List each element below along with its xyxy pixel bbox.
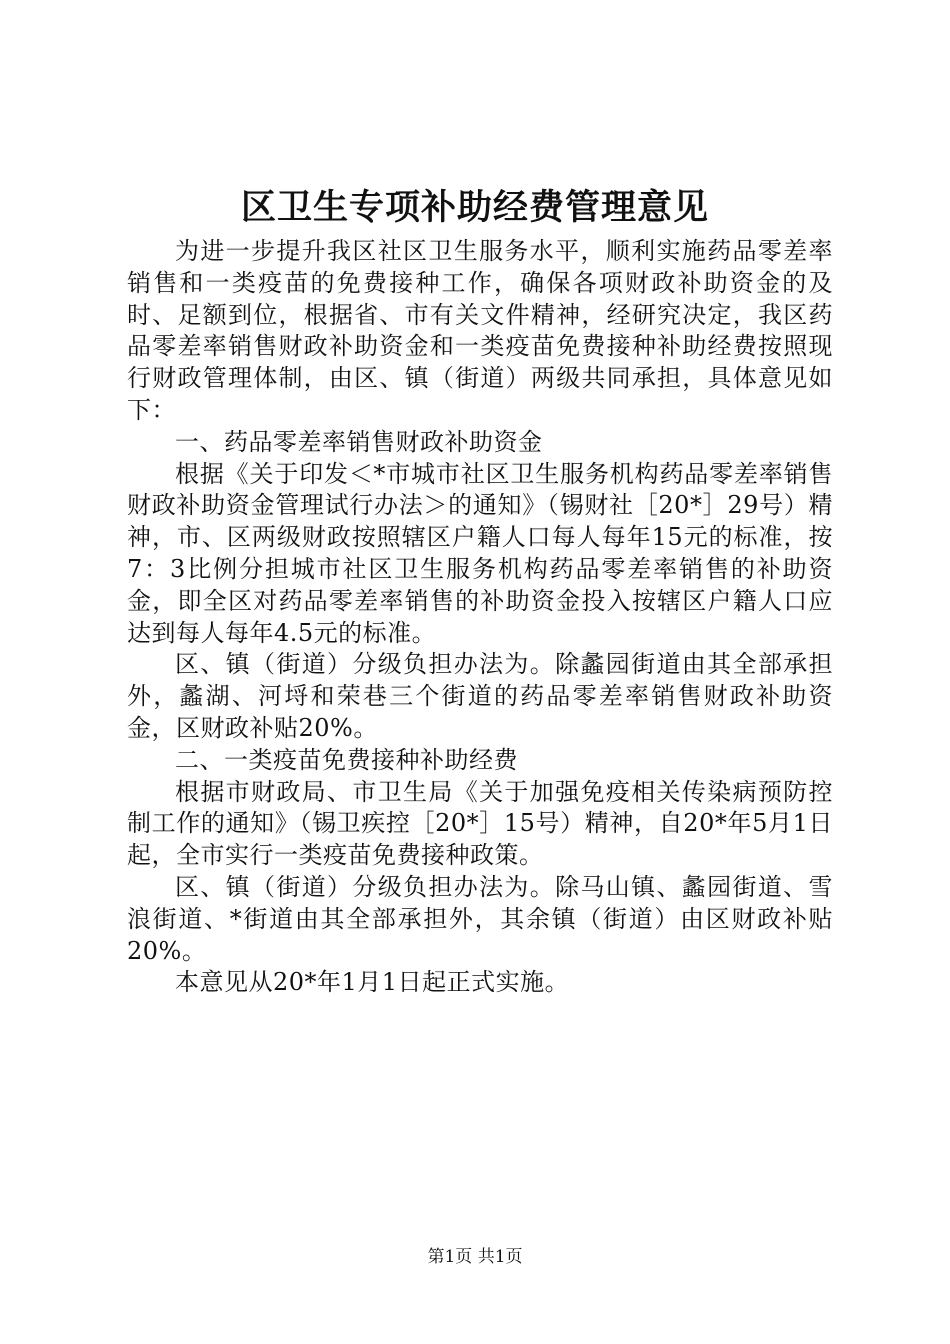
section-1-paragraph-1: 根据《关于印发＜*市城市社区卫生服务机构药品零差率销售财政补助资金管理试行办法＞的通知》（锡财社［20*］29号）精神，市、区两级财政按照辖区户籍人口每人每年15元的标准，按7：3比例分担城市社区卫生服务机构药品零差率销售的补助资金，即全区对药品零差率销售的补助资金投入按辖区户籍人口应达到每人每年4.5元的标准。	[127, 459, 833, 647]
section-heading-1: 一、药品零差率销售财政补助资金	[175, 427, 543, 456]
section-1-paragraph-2: 区、镇（街道）分级负担办法为。除蠡园街道由其全部承担外，蠡湖、河埒和荣巷三个街道的药品零差率销售财政补助资金，区财政补贴20%。	[127, 650, 833, 742]
section-2-paragraph-2: 区、镇（街道）分级负担办法为。除马山镇、蠡园街道、雪浪街道、*街道由其全部承担外，其余镇（街道）由区财政补贴20%。	[127, 872, 833, 965]
page-footer: 第1页 共1页	[427, 1247, 523, 1267]
document-title: 区卫生专项补助经费管理意见	[240, 187, 709, 228]
document-body	[127, 236, 833, 999]
closing-paragraph: 本意见从20*年1月1日起正式实施。	[175, 968, 570, 997]
section-heading-2: 二、一类疫苗免费接种补助经费	[175, 745, 518, 774]
intro-paragraph: 为进一步提升我区社区卫生服务水平，顺利实施药品零差率销售和一类疫苗的免费接种工作，确保各项财政补助资金的及时、足额到位，根据省、市有关文件精神，经研究决定，我区药品零差率销售财政补助资金和一类疫苗免费接种补助经费按照现行财政管理体制，由区、镇（街道）两级共同承担，具体意见如下：	[127, 237, 833, 424]
section-2-paragraph-1: 根据市财政局、市卫生局《关于加强免疫相关传染病预防控制工作的通知》（锡卫疾控［20*］15号）精神，自20*年5月1日起，全市实行一类疫苗免费接种政策。	[127, 777, 833, 870]
